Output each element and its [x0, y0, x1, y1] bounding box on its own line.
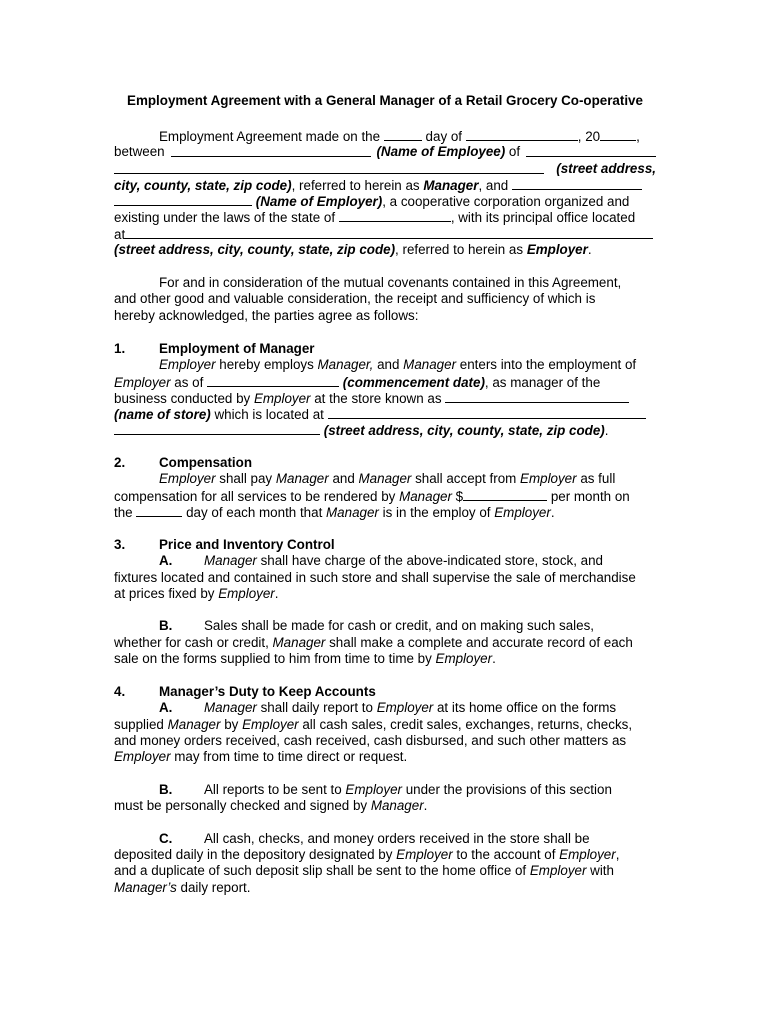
pay-day-blank[interactable]: [136, 504, 182, 517]
intro-line-6: existing under the laws of the state of , with its principal office located: [114, 210, 636, 226]
year-blank[interactable]: [600, 128, 636, 141]
store-address-blank[interactable]: [328, 406, 646, 419]
day-blank[interactable]: [384, 128, 422, 141]
employee-name-blank[interactable]: [171, 144, 371, 157]
intro-line-2: between (Name of Employee) of: [114, 144, 656, 160]
section-4: 4. Manager’s Duty to Keep Accounts A. Manager shall daily report to Employer at its home office on the forms supplied Manager by Employer all cash sales, credit sales, exchanges, returns, checks, and money orders received, cash received, cash disbursed, and such other matters as Employer may from time to time direct or request. B. All reports to be sent to Employer under the provisions of this section must be personally checked and signed by Manager. C. All cash, checks, and money orders received in the store shall be deposited daily in the depository designated by Employer to the account of Employer, and a duplicate of such deposit slip shall be sent to the home office of Employer with Manager’s daily report.: [114, 684, 656, 896]
salary-blank[interactable]: [463, 488, 547, 501]
section-1: 1. Employment of Manager Employer hereby employs Manager, and Manager enters into the employment of Employer as of (commencement date), as manager of the business conducted by Employer at the store known as (name of store) which is located at (street address, city, county, state, zip code).: [114, 341, 656, 439]
consideration-paragraph: For and in consideration of the mutual covenants contained in this Agreement, and other good and valuable consideration, the receipt and sufficiency of which is hereby acknowledged, the parties agree as follows:: [114, 275, 622, 323]
commencement-date-blank[interactable]: [207, 374, 339, 387]
employer-name-blank[interactable]: [512, 177, 642, 190]
intro-line-3: (street address,: [114, 161, 656, 177]
section-3-heading: 3. Price and Inventory Control: [114, 537, 335, 552]
document-title: Employment Agreement with a General Manager of a Retail Grocery Co-operative: [127, 93, 643, 108]
intro-line-8: (street address, city, county, state, zip code), referred to herein as Employer.: [114, 242, 592, 258]
section-2: 2. Compensation Employer shall pay Manager and Manager shall accept from Employer as full compensation for all services to be rendered by Manager $ per month on the day of each month that Manager is in the employ of Employer.: [114, 455, 656, 520]
section-4-heading: 4. Manager’s Duty to Keep Accounts: [114, 684, 376, 699]
intro-line-4: city, county, state, zip code), referred to herein as Manager, and: [114, 177, 656, 193]
store-name-blank[interactable]: [445, 390, 629, 403]
intro-line-1: Employment Agreement made on the day of , 20 ,: [159, 129, 640, 144]
employee-address-blank[interactable]: [526, 144, 656, 157]
state-blank[interactable]: [339, 209, 451, 222]
section-1-heading: 1. Employment of Manager: [114, 341, 315, 356]
section-3: 3. Price and Inventory Control A. Manager shall have charge of the above-indicated store, stock, and fixtures located and contained in such store and shall supervise the sale of merchandise at prices fixed by Employer. B. Sales shall be made for cash or credit, and on making such sales, whether for cash or credit, Manager shall make a complete and accurate record of each sale on the forms supplied to him from time to time by Employer.: [114, 537, 656, 667]
intro-paragraph: [114, 128, 656, 258]
section-2-heading: 2. Compensation: [114, 455, 252, 470]
employee-address-blank-2[interactable]: [114, 161, 544, 174]
employer-address-blank[interactable]: [125, 226, 653, 239]
intro-line-7: at: [114, 226, 656, 242]
employer-name-blank-2[interactable]: [114, 193, 252, 206]
intro-line-5: (Name of Employer), a cooperative corporation organized and: [114, 193, 656, 209]
month-blank[interactable]: [466, 128, 578, 141]
store-address-blank-2[interactable]: [114, 422, 320, 435]
